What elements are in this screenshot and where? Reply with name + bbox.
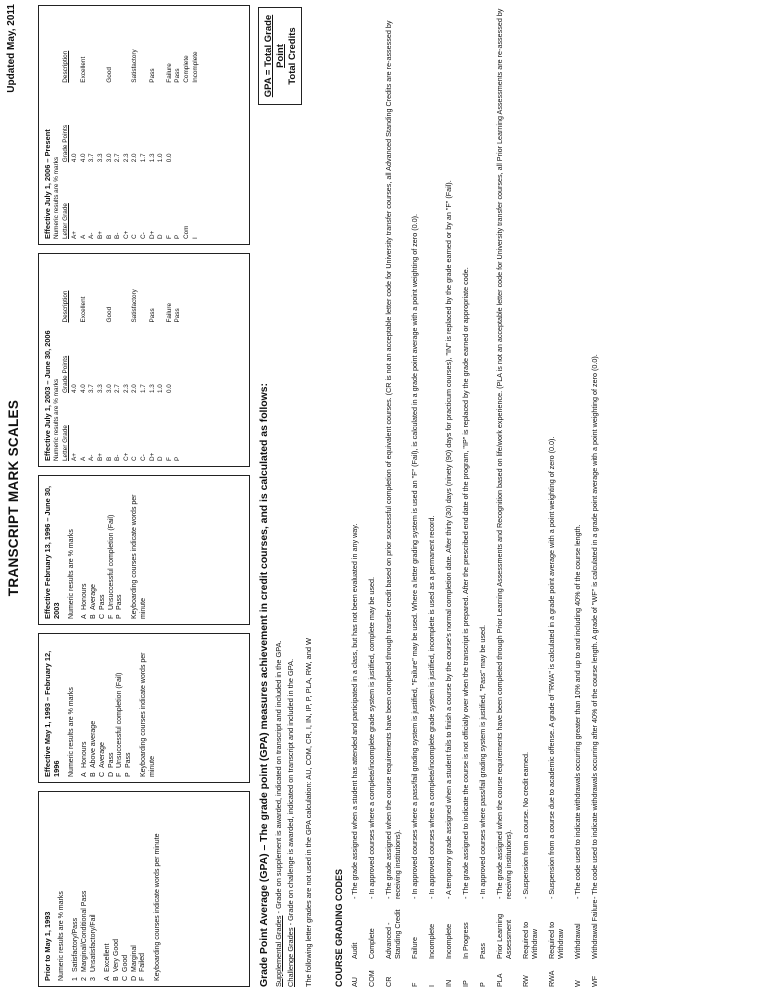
- grade-table-row: [166, 259, 175, 461]
- grade-table-row: [149, 11, 158, 239]
- grading-code-row: [590, 2, 599, 987]
- letter-grade: P: [174, 234, 182, 239]
- letter-grade: C: [131, 234, 139, 239]
- grade-description: Excellent: [79, 56, 87, 83]
- grading-code-row: [495, 2, 513, 987]
- not-used-note: The following letter grades are not used in the GPA calculation: AU, COM, CR, I, IN, IP, P, PLA, RW, and W: [303, 637, 313, 987]
- grade-table-row: [106, 259, 115, 461]
- grade-points: 0.0: [165, 153, 173, 163]
- grading-code-description: - The code used to indicate withdrawals occurring greater than 10% and up to and including 40% of the course length.: [573, 524, 582, 899]
- grading-code-row: [367, 2, 376, 987]
- letter-grade: C-: [140, 232, 147, 239]
- scale-heading: Effective February 13, 1996 – June 30, 2003: [43, 485, 62, 619]
- grade-points: 2.0: [131, 384, 139, 394]
- grade-table-row: [97, 259, 106, 461]
- grading-code: RW: [521, 975, 530, 987]
- grading-code: RWA: [547, 970, 556, 987]
- letter-grade: C+: [122, 230, 130, 239]
- letter-grade: A: [79, 456, 87, 461]
- grading-code-name: Required to Withdraw: [547, 921, 565, 959]
- letter-grade: A-: [88, 454, 96, 461]
- grade-points: 4.0: [71, 384, 79, 394]
- letter-grade: F: [165, 235, 173, 239]
- letter-grade: D+: [148, 230, 156, 239]
- grade-row: A Honours: [81, 741, 89, 777]
- grade-description: [140, 11, 149, 83]
- grading-code: WF: [590, 975, 599, 987]
- column-header: Description: [62, 50, 70, 83]
- grade-row: C Good: [121, 954, 129, 981]
- grading-code-name: Withdrawal: [573, 923, 582, 959]
- letter-grade: I: [191, 237, 199, 239]
- grade-list: [81, 481, 125, 619]
- scale-note: Keyboarding courses indicate words per minute: [154, 833, 161, 981]
- grade-points: 4.0: [79, 384, 87, 394]
- grading-code-name: Required to Withdraw: [521, 921, 539, 959]
- grade-points: 1.7: [140, 153, 147, 163]
- grade-row: F Unsuccessful completion (Fail): [107, 514, 115, 619]
- grade-points: 2.3: [122, 153, 130, 163]
- grading-code-row: [547, 2, 565, 987]
- grade-row: C Average: [98, 742, 106, 777]
- grade-table-row: [192, 11, 201, 239]
- grade-points: [174, 83, 183, 163]
- grade-row: C Pass: [98, 594, 106, 619]
- grading-code: F: [410, 982, 419, 987]
- grading-code-description: - The grade assigned when the course requirements have been completed through Prior Learning Assessments and Recognition based on life/work experience. (PLA is not an acceptable letter code for University transfer courses, all Prior Learning Assessments are re-assessed by receiving institutions).: [495, 8, 513, 899]
- grade-table-row: [140, 11, 149, 239]
- gpa-formula-box: [258, 7, 302, 105]
- grade-points: 1.3: [148, 153, 156, 163]
- letter-grade: A-: [88, 232, 96, 239]
- page-title: TRANSCRIPT MARK SCALES: [6, 399, 21, 597]
- grade-table-row: [80, 11, 89, 239]
- scale-note: Keyboarding courses indicate words per minute: [139, 652, 156, 777]
- grade-description: Pass: [174, 68, 182, 83]
- letter-grade: A+: [71, 453, 79, 461]
- grade-description: [97, 11, 106, 83]
- scale-box-prior-1993: [38, 791, 250, 987]
- grade-table-row: [131, 11, 140, 239]
- grade-description: [157, 11, 166, 83]
- grade-list: [104, 797, 148, 981]
- column-header: Description: [62, 290, 70, 323]
- letter-grade: D: [157, 234, 165, 239]
- grade-row: D Marginal: [130, 945, 138, 981]
- letter-grade: C-: [140, 454, 147, 461]
- letter-grade: B+: [97, 231, 105, 239]
- grading-code-description: - Suspension from a course due to academic offense. A grade of "RWA" is calculated in a grade point average with a point weighting of zero (0.0).: [547, 436, 556, 899]
- grading-code-description: - Suspension from a course. No credit earned.: [521, 751, 530, 899]
- grade-table-body: [71, 259, 183, 461]
- grade-points: 2.7: [114, 384, 122, 394]
- grade-description: Incomplete: [191, 51, 199, 83]
- column-header: Grade Points: [62, 124, 70, 163]
- grade-table-row: [106, 11, 115, 239]
- grading-code-description: - The grade assigned to indicate the course is not officially over when the transcript is prepared. After the prescribed end date of the program, "IP" is replaced by the grade earned or appropriate code.: [461, 267, 470, 899]
- grading-code-name: Incomplete: [427, 923, 436, 959]
- grading-code: P: [478, 982, 487, 987]
- scale-note: Numeric results are % marks: [53, 156, 61, 239]
- letter-grade: F: [165, 457, 173, 461]
- formula-denominator: Total Credits: [286, 27, 298, 85]
- grade-description: Satisfactory: [131, 49, 139, 83]
- grade-points: 3.3: [97, 153, 105, 163]
- scale-box-1996-2003: [38, 475, 250, 625]
- grade-description: [97, 259, 106, 323]
- grade-description: [71, 259, 80, 323]
- grade-description: Good: [105, 67, 113, 83]
- grade-table-row: [88, 11, 97, 239]
- column-header: Letter Grade: [62, 203, 70, 239]
- grading-code: I: [427, 985, 436, 987]
- letter-grade: C: [131, 456, 139, 461]
- grading-code-row: [461, 2, 470, 987]
- grading-code-row: [427, 2, 436, 987]
- column-header: Grade Points: [62, 355, 70, 394]
- grading-codes-list: [350, 2, 607, 987]
- grading-code-row: [384, 2, 402, 987]
- grade-points: 1.3: [148, 384, 156, 394]
- grading-code: PLA: [495, 973, 504, 987]
- grade-row: B Average: [90, 584, 97, 619]
- grade-description: [114, 11, 123, 83]
- grade-table-row: [123, 11, 132, 239]
- codes-title: COURSE GRADING CODES: [334, 868, 344, 987]
- grading-code-row: [521, 2, 539, 987]
- scale-note: Numeric results are % marks: [53, 378, 61, 461]
- grading-code-name: Failure: [410, 937, 419, 959]
- grade-description: [88, 259, 97, 323]
- grade-description: [114, 259, 123, 323]
- grade-table-row: [114, 11, 123, 239]
- grade-row: F Failed: [139, 952, 147, 981]
- scale-box-2003-2006: [38, 253, 250, 467]
- updated-date: Updated May, 2011: [6, 4, 17, 93]
- scale-box-1993-1996: [38, 633, 250, 783]
- scale-note: Numeric results are % marks: [67, 529, 75, 619]
- grade-table-row: [149, 259, 158, 461]
- supplemental-grades: Supplemental Grades - Grade on supplement is awarded, indicated on transcript and included in the GPA.: [274, 640, 283, 987]
- grade-points: 3.0: [105, 153, 113, 163]
- grading-code-name: Advanced - Standing Credit: [384, 909, 402, 959]
- letter-grade: A: [79, 234, 87, 239]
- grade-table-row: [140, 259, 149, 461]
- grading-code-name: In Progress: [461, 922, 470, 959]
- grading-code-name: Audit: [350, 942, 359, 959]
- grading-code: COM: [367, 970, 376, 987]
- grade-row: A Honours: [81, 583, 89, 619]
- grading-code-row: [478, 2, 487, 987]
- grading-code: AU: [350, 977, 359, 987]
- grading-code-name: Pass: [478, 943, 487, 959]
- scale-note: Keyboarding courses indicate words per minute: [131, 494, 147, 619]
- grade-description: Excellent: [79, 296, 87, 323]
- letter-grade: B+: [97, 453, 105, 461]
- grade-row: F Unsuccessful completion (Fail): [116, 672, 124, 777]
- scale-box-2006-present: [38, 5, 250, 245]
- grading-code-description: - In approved courses where pass/fail grading system is justified, "Pass" may be used.: [478, 625, 487, 899]
- grading-code-description: - The grade assigned when the course requirements have been completed through transfer credit based on prior successful completion of equivalent courses. (CR is not an acceptable letter code for University transfer courses, all Advanced Standing Credits are re-assessed by receiving institutions).: [384, 20, 402, 899]
- grade-description: Satisfactory: [131, 289, 139, 323]
- grade-table-row: [97, 11, 106, 239]
- grading-code: IN: [444, 979, 453, 987]
- grading-code: IP: [461, 980, 470, 987]
- grade-row: B Above average: [90, 720, 97, 777]
- grade-table-row: [80, 259, 89, 461]
- grade-table-row: [131, 259, 140, 461]
- grading-code-name: Prior Learning Assessment: [495, 913, 513, 959]
- grade-points: 1.7: [140, 384, 147, 394]
- formula-numerator: GPA = Total Grade Point: [263, 14, 286, 98]
- grade-row: D Pass: [107, 752, 115, 777]
- grade-description: Complete: [182, 55, 190, 83]
- grade-table-row: [71, 11, 80, 239]
- grade-table-row: [71, 259, 80, 461]
- grade-description: Failure: [165, 63, 173, 83]
- grade-description: Good: [105, 306, 113, 323]
- grading-code: W: [573, 980, 582, 987]
- grading-code-row: [444, 2, 453, 987]
- grading-code: CR: [384, 976, 393, 987]
- scale-heading: Effective May 1, 1993 – February 12, 1996: [43, 650, 62, 777]
- grade-points: [174, 323, 183, 394]
- letter-grade: P: [174, 456, 182, 461]
- grading-code-row: [573, 2, 582, 987]
- grade-table-row: [88, 259, 97, 461]
- letter-grade: D: [157, 456, 165, 461]
- grading-code-name: Incomplete: [444, 923, 453, 959]
- letter-grade: B-: [114, 454, 122, 461]
- grade-description: Pass: [148, 68, 156, 83]
- grade-description: [71, 11, 80, 83]
- letter-grade: Com: [182, 225, 190, 239]
- letter-grade: B: [105, 456, 113, 461]
- gpa-section: [258, 107, 313, 987]
- grade-points: 2.0: [131, 153, 139, 163]
- grade-table-row: [157, 259, 166, 461]
- grade-points: 4.0: [71, 153, 79, 163]
- grade-table-row: [157, 11, 166, 239]
- grade-table-row: [183, 11, 192, 239]
- grade-table: [62, 11, 200, 239]
- grade-row: 3 Unsatisfactory/Fail: [89, 914, 97, 981]
- grade-table-row: [174, 11, 183, 239]
- grade-description: Pass: [148, 308, 156, 323]
- gpa-heading: Grade Point Average (GPA) – The grade point (GPA) measures achievement in credit courses, and is calculated as follows:: [259, 383, 270, 987]
- grading-code-description: - A temporary grade assigned when a student fails to finish a course by the course's normal completion date. After thirty (30) days (ninety (90) days for practicum courses), "IN" is replaced by the grade earned or by an "F" (Fail).: [444, 180, 453, 899]
- grade-row: P Pass: [125, 752, 132, 777]
- grade-points: 0.0: [165, 384, 173, 394]
- grade-description: [140, 259, 149, 323]
- grade-row: P Pass: [116, 594, 124, 619]
- grading-code-description: - In approved courses where a pass/fail grading system is justified, "Failure" may be used. Where a letter grading system is used an "F" (Fail), is calculated in a grade point average with a point weighting of zero (0.0).: [410, 214, 419, 899]
- grading-code-row: [350, 2, 359, 987]
- grade-description: [123, 259, 132, 323]
- scale-note: Numeric results are % marks: [67, 687, 75, 777]
- grade-points: [183, 83, 192, 163]
- grade-points: [192, 83, 201, 163]
- grade-description: Failure: [165, 302, 173, 323]
- grading-code-description: - The code used to indicate withdrawals occurring after 40% of the course length. A grade of "WF" is calculated in a grade point average with a point weighting of zero (0.0).: [590, 354, 599, 899]
- scale-heading: Effective July 1, 2006 – Present: [43, 129, 52, 239]
- grade-points: 4.0: [79, 153, 87, 163]
- grade-row: A Excellent: [104, 943, 112, 981]
- grade-points: 1.0: [157, 384, 165, 394]
- grade-table-row: [166, 11, 175, 239]
- grade-row: 2 Marginal/Conditional Pass: [80, 890, 88, 981]
- letter-grade: B: [105, 234, 113, 239]
- grade-row: 1 Satisfactory/Pass: [72, 917, 79, 981]
- grade-list: [81, 639, 134, 777]
- grade-row: B Very Good: [113, 938, 120, 981]
- scale-note: Numeric results are % marks: [58, 891, 66, 981]
- grade-points: 2.3: [122, 384, 130, 394]
- grading-code-description: - The grade assigned when a student has attended and participated in a class, but has not been evaluated in any way.: [350, 523, 359, 899]
- grade-points: 2.7: [114, 153, 122, 163]
- letter-grade: C+: [122, 452, 130, 461]
- grading-code-description: - In approved courses where a complete/incomplete grade system is justified, complete may be used.: [367, 577, 376, 899]
- grade-table-row: [174, 259, 183, 461]
- grade-description: [123, 11, 132, 83]
- grading-code-row: [410, 2, 419, 987]
- challenge-grades: Challenge Grades - Grade on challenge is awarded, indicated on transcript and included in the GPA.: [286, 658, 296, 987]
- grading-code-name: Withdrawal Failure: [590, 899, 599, 959]
- grade-list: [72, 797, 98, 981]
- scale-heading: Effective July 1, 2003 – June 30, 2006: [43, 330, 52, 461]
- grade-description: [88, 11, 97, 83]
- grading-code-description: - In approved courses where a complete/incomplete grade system is justified, incomplete is used as a permanent record.: [427, 515, 436, 899]
- grade-points: 3.0: [105, 384, 113, 394]
- column-header: Letter Grade: [62, 425, 70, 461]
- grade-points: 3.7: [88, 153, 96, 163]
- grade-description: [157, 259, 166, 323]
- grade-points: 1.0: [157, 153, 165, 163]
- grading-code-name: Complete: [367, 928, 376, 959]
- letter-grade: B-: [114, 232, 122, 239]
- scale-heading: Prior to May 1, 1993: [43, 911, 52, 981]
- letter-grade: A+: [71, 231, 79, 239]
- grade-table-body: [71, 11, 200, 239]
- grade-table-row: [114, 259, 123, 461]
- letter-grade: D+: [148, 452, 156, 461]
- grade-table-row: [123, 259, 132, 461]
- grade-points: 3.7: [88, 384, 96, 394]
- grade-table: [62, 259, 183, 461]
- grade-description: Pass: [174, 308, 182, 323]
- grade-points: 3.3: [97, 384, 105, 394]
